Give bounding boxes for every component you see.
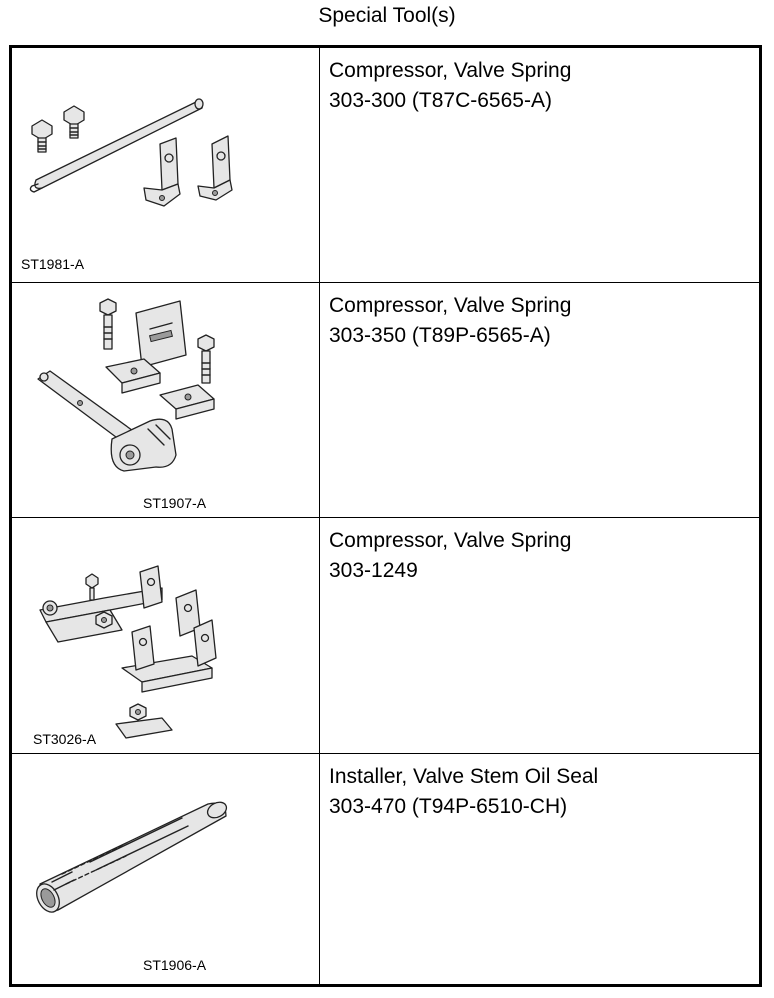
tool-name: Compressor, Valve Spring bbox=[329, 529, 572, 552]
tool-image-code: ST1981-A bbox=[21, 256, 85, 272]
tool-description-cell bbox=[320, 48, 759, 282]
tool-description-cell bbox=[320, 754, 759, 984]
tool-name: Installer, Valve Stem Oil Seal bbox=[329, 765, 599, 788]
valve-spring-compressor-illustration bbox=[12, 518, 318, 752]
tool-name: Compressor, Valve Spring bbox=[329, 59, 572, 82]
tool-row bbox=[12, 517, 759, 753]
tool-number: 303-1249 bbox=[329, 559, 418, 582]
tool-illustration-cell bbox=[12, 283, 320, 517]
valve-stem-oil-seal-installer-illustration bbox=[12, 754, 318, 983]
tool-image-code: ST3026-A bbox=[33, 731, 97, 747]
tool-illustration-cell bbox=[12, 754, 320, 984]
tool-row bbox=[12, 753, 759, 984]
tool-illustration-cell bbox=[12, 48, 320, 282]
special-tools-table bbox=[9, 45, 762, 987]
valve-spring-compressor-illustration bbox=[12, 48, 318, 280]
tool-number: 303-470 (T94P-6510-CH) bbox=[329, 795, 568, 818]
tool-description-cell bbox=[320, 518, 759, 753]
tool-image-code: ST1906-A bbox=[143, 957, 207, 973]
valve-spring-compressor-illustration bbox=[12, 283, 318, 516]
tool-number: 303-300 (T87C-6565-A) bbox=[329, 89, 552, 112]
tool-description-cell bbox=[320, 283, 759, 517]
tool-image-code: ST1907-A bbox=[143, 495, 207, 511]
tool-row bbox=[12, 282, 759, 517]
tool-name: Compressor, Valve Spring bbox=[329, 294, 572, 317]
page-title: Special Tool(s) bbox=[318, 4, 456, 27]
tool-illustration-cell bbox=[12, 518, 320, 753]
tool-number: 303-350 (T89P-6565-A) bbox=[329, 324, 551, 347]
tool-row bbox=[12, 48, 759, 282]
